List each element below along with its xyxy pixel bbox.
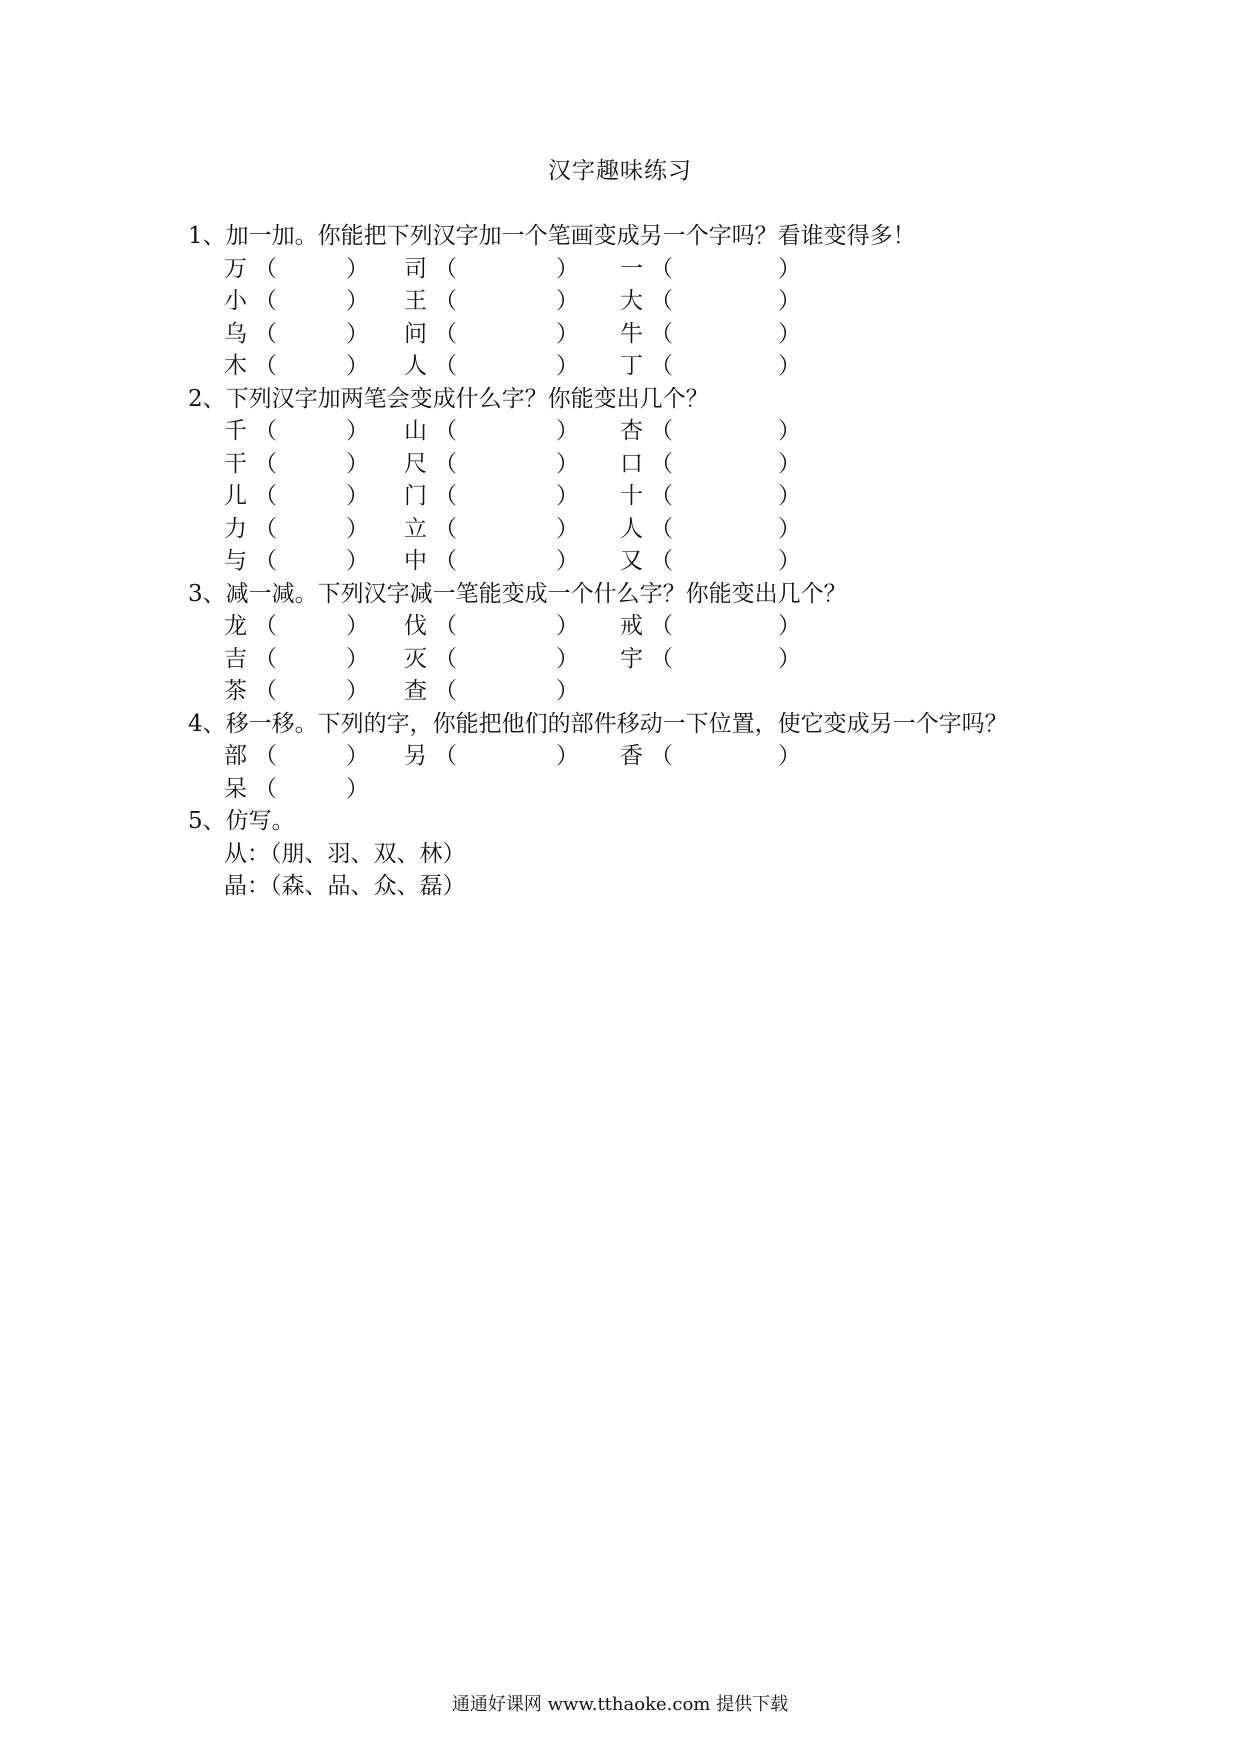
exercise-item	[620, 737, 673, 770]
exercise-item	[404, 315, 457, 348]
answer-paren-close: ）	[346, 613, 369, 639]
exercise-character: 牛	[620, 320, 643, 347]
answer-paren-open: （	[254, 678, 277, 704]
exercise-character: 呆	[224, 775, 247, 802]
answer-paren-open: （	[254, 515, 277, 542]
answer-paren-close: ）	[556, 743, 579, 769]
answer-paren-open: （	[650, 418, 673, 444]
exercise-character: 宇	[620, 645, 643, 672]
answer-paren-open: （	[254, 548, 277, 574]
answer-paren-open: （	[650, 613, 673, 639]
exercise-item	[224, 640, 277, 673]
answer-paren-open: （	[650, 483, 673, 509]
exercise-row	[0, 477, 1240, 509]
answer-paren-open: （	[650, 645, 673, 672]
answer-paren-open: （	[650, 515, 673, 542]
footer-credit: 通通好课网 www.tthaoke.com 提供下载	[451, 1694, 789, 1715]
exercise-item	[404, 412, 457, 445]
answer-paren-open: （	[650, 743, 673, 769]
answer-paren-close: ）	[346, 483, 369, 509]
exercise-row	[0, 412, 1240, 444]
exercise-item	[620, 607, 673, 640]
answer-paren-close: ）	[778, 548, 801, 574]
answer-paren-close: ）	[556, 613, 579, 639]
exercise-item	[620, 250, 673, 283]
answer-paren-close: ）	[778, 483, 801, 509]
exercise-item	[620, 445, 673, 478]
exercise-item	[224, 607, 277, 640]
answer-paren-close: ）	[346, 743, 369, 769]
exercise-item	[224, 347, 277, 380]
answer-paren-open: （	[434, 288, 457, 314]
exercise-item	[404, 347, 457, 380]
question-prompt: 4、移一移。下列的字，你能把他们的部件移动一下位置，使它变成另一个字吗？	[188, 710, 1008, 737]
exercise-character: 司	[404, 255, 427, 282]
exercise-row	[0, 542, 1240, 574]
exercise-character: 力	[224, 515, 247, 542]
answer-paren-close: ）	[346, 255, 369, 282]
answer-paren-close: ）	[556, 678, 579, 704]
exercise-character: 儿	[224, 483, 247, 509]
exercise-row	[0, 640, 1240, 672]
exercise-item	[620, 510, 673, 543]
answer-paren-close: ）	[778, 255, 801, 282]
exercise-character: 山	[404, 418, 427, 444]
answer-paren-close: ）	[556, 450, 579, 477]
answer-paren-open: （	[434, 320, 457, 347]
imitation-line: 晶：（森、品、众、磊）	[224, 873, 466, 899]
answer-paren-close: ）	[778, 320, 801, 347]
exercise-character: 又	[620, 548, 643, 574]
exercise-character: 立	[404, 515, 427, 542]
exercise-character: 人	[620, 515, 643, 542]
exercise-character: 部	[224, 743, 247, 769]
answer-paren-close: ）	[778, 450, 801, 477]
exercise-item	[404, 640, 457, 673]
exercise-character: 杏	[620, 418, 643, 444]
exercise-item	[224, 250, 277, 283]
exercise-character: 木	[224, 353, 247, 379]
exercise-row	[0, 510, 1240, 542]
answer-paren-close: ）	[556, 645, 579, 672]
question-prompt: 2、下列汉字加两笔会变成什么字？你能变出几个？	[188, 385, 709, 412]
exercise-row	[0, 737, 1240, 769]
answer-paren-open: （	[650, 353, 673, 379]
answer-paren-close: ）	[556, 548, 579, 574]
answer-paren-close: ）	[346, 678, 369, 704]
answer-paren-open: （	[434, 353, 457, 379]
answer-paren-close: ）	[556, 515, 579, 542]
exercise-character: 干	[224, 450, 247, 477]
exercise-item	[404, 250, 457, 283]
answer-paren-open: （	[254, 645, 277, 672]
exercise-item	[224, 282, 277, 315]
answer-paren-open: （	[254, 613, 277, 639]
page-title: 汉字趣味练习	[548, 158, 692, 184]
answer-paren-close: ）	[346, 645, 369, 672]
exercise-item	[224, 542, 277, 575]
answer-paren-open: （	[434, 450, 457, 477]
answer-paren-open: （	[434, 515, 457, 542]
answer-paren-close: ）	[346, 515, 369, 542]
answer-paren-close: ）	[346, 288, 369, 314]
answer-paren-close: ）	[778, 613, 801, 639]
exercise-item	[620, 477, 673, 510]
answer-paren-open: （	[254, 353, 277, 379]
exercise-item	[224, 445, 277, 478]
exercise-item	[620, 282, 673, 315]
question-prompt: 5、仿写。	[188, 808, 295, 834]
exercise-item	[224, 770, 277, 803]
answer-paren-close: ）	[346, 548, 369, 574]
answer-paren-open: （	[434, 743, 457, 769]
exercise-character: 王	[404, 288, 427, 314]
exercise-character: 吉	[224, 645, 247, 672]
exercise-row	[0, 250, 1240, 282]
exercise-item	[404, 607, 457, 640]
exercise-item	[224, 510, 277, 543]
answer-paren-open: （	[254, 450, 277, 477]
answer-paren-close: ）	[556, 353, 579, 379]
answer-paren-close: ）	[556, 320, 579, 347]
answer-paren-close: ）	[346, 775, 369, 802]
exercise-item	[620, 347, 673, 380]
imitation-line: 从：（朋、羽、双、林）	[224, 840, 466, 867]
exercise-item	[620, 412, 673, 445]
exercise-character: 戒	[620, 613, 643, 639]
exercise-item	[224, 737, 277, 770]
exercise-item	[620, 640, 673, 673]
answer-paren-open: （	[650, 288, 673, 314]
exercise-character: 查	[404, 678, 427, 704]
exercise-character: 中	[404, 548, 427, 574]
answer-paren-open: （	[254, 320, 277, 347]
exercise-character: 灭	[404, 645, 427, 672]
answer-paren-close: ）	[778, 418, 801, 444]
answer-paren-open: （	[254, 775, 277, 802]
answer-paren-open: （	[650, 548, 673, 574]
answer-paren-close: ）	[556, 483, 579, 509]
exercise-item	[404, 282, 457, 315]
answer-paren-close: ）	[346, 450, 369, 477]
answer-paren-close: ）	[556, 255, 579, 282]
answer-paren-close: ）	[346, 320, 369, 347]
answer-paren-close: ）	[778, 743, 801, 769]
answer-paren-open: （	[434, 483, 457, 509]
answer-paren-close: ）	[778, 353, 801, 379]
exercise-item	[404, 445, 457, 478]
exercise-character: 龙	[224, 613, 247, 639]
exercise-character: 口	[620, 450, 643, 477]
exercise-row	[0, 607, 1240, 639]
answer-paren-open: （	[650, 320, 673, 347]
answer-paren-close: ）	[556, 288, 579, 314]
exercise-character: 香	[620, 743, 643, 769]
answer-paren-close: ）	[346, 418, 369, 444]
question-prompt: 1、加一加。你能把下列汉字加一个笔画变成另一个字吗？看谁变得多！	[188, 223, 916, 249]
exercise-item	[224, 672, 277, 705]
answer-paren-open: （	[434, 613, 457, 639]
exercise-item	[224, 412, 277, 445]
exercise-item	[224, 315, 277, 348]
exercise-item	[404, 510, 457, 543]
exercise-character: 尺	[404, 450, 427, 477]
exercise-character: 问	[404, 320, 427, 347]
answer-paren-open: （	[650, 255, 673, 282]
answer-paren-open: （	[650, 450, 673, 477]
answer-paren-open: （	[434, 548, 457, 574]
exercise-character: 伐	[404, 613, 427, 639]
answer-paren-open: （	[254, 255, 277, 282]
question-prompt: 3、减一减。下列汉字减一笔能变成一个什么字？你能变出几个？	[188, 580, 847, 607]
answer-paren-open: （	[434, 418, 457, 444]
exercise-character: 茶	[224, 678, 247, 704]
exercise-item	[404, 477, 457, 510]
answer-paren-open: （	[254, 418, 277, 444]
answer-paren-open: （	[254, 483, 277, 509]
exercise-character: 千	[224, 418, 247, 444]
exercise-character: 丁	[620, 353, 643, 379]
exercise-character: 与	[224, 548, 247, 574]
exercise-row	[0, 315, 1240, 347]
exercise-character: 另	[404, 743, 427, 769]
exercise-item	[620, 315, 673, 348]
answer-paren-close: ）	[778, 515, 801, 542]
answer-paren-open: （	[254, 288, 277, 314]
answer-paren-close: ）	[346, 353, 369, 379]
exercise-character: 小	[224, 288, 247, 314]
exercise-item	[620, 542, 673, 575]
exercise-character: 乌	[224, 320, 247, 347]
exercise-row	[0, 347, 1240, 379]
exercise-row	[0, 282, 1240, 314]
exercise-character: 门	[404, 483, 427, 509]
answer-paren-open: （	[434, 678, 457, 704]
exercise-character: 十	[620, 483, 643, 509]
answer-paren-open: （	[434, 645, 457, 672]
answer-paren-open: （	[254, 743, 277, 769]
exercise-item	[404, 542, 457, 575]
answer-paren-open: （	[434, 255, 457, 282]
exercise-character: 人	[404, 353, 427, 379]
exercise-item	[224, 477, 277, 510]
exercise-row	[0, 672, 1240, 704]
exercise-item	[404, 672, 457, 705]
answer-paren-close: ）	[778, 288, 801, 314]
answer-paren-close: ）	[778, 645, 801, 672]
exercise-character: 一	[620, 255, 643, 282]
exercise-row	[0, 445, 1240, 477]
exercise-row	[0, 770, 1240, 802]
exercise-character: 万	[224, 255, 247, 282]
answer-paren-close: ）	[556, 418, 579, 444]
exercise-item	[404, 737, 457, 770]
exercise-character: 大	[620, 288, 643, 314]
